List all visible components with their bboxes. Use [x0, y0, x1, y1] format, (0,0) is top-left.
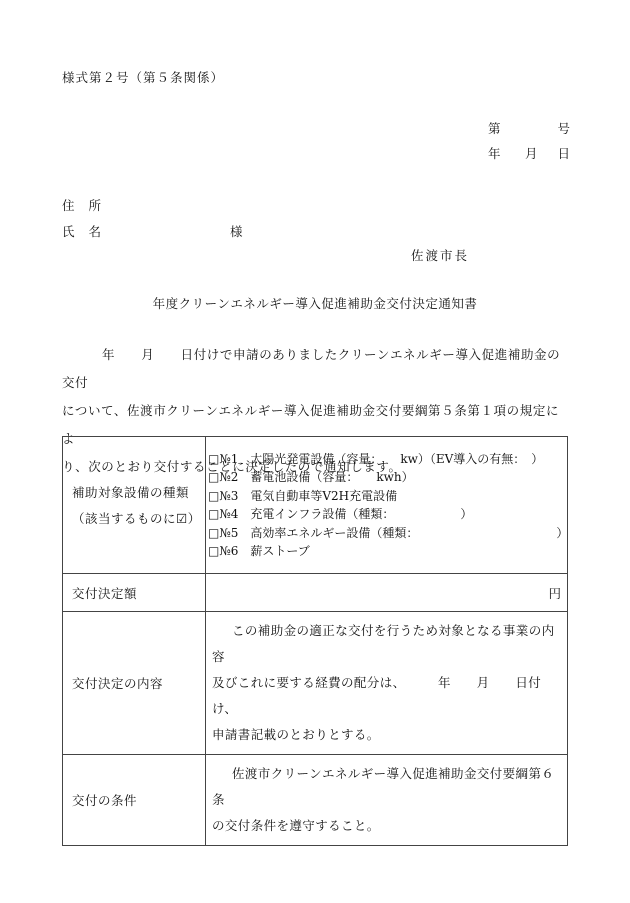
facility-option-1[interactable]: □№1 太陽光発電設備（容量： kw）（EV導入の有無： ） [208, 451, 544, 466]
facility-label: 補助対象設備の種類 [72, 485, 190, 500]
notice-line-1-text: 年 月 日付けで申請のありましたクリーンエネルギー導入促進補助金の交付 [62, 347, 561, 390]
notice-line-1 [62, 341, 568, 397]
content-line-2: 及びこれに要する経費の配分は、 年 月 日付け、 [212, 675, 542, 716]
form-id: 様式第２号（第５条関係） [62, 70, 225, 85]
conditions-text [206, 755, 568, 846]
document-number-prefix: 第 [488, 121, 501, 136]
conditions-line-2: の交付条件を遵守すること。 [212, 818, 380, 833]
facility-option-6[interactable]: □№6 薪ストーブ [208, 544, 310, 558]
content-line-1-text: この補助金の適正な交付を行うため対象となる事業の内容 [212, 623, 555, 664]
decision-table [62, 436, 568, 846]
document-number [488, 119, 570, 137]
facility-label-cell [63, 437, 206, 574]
address-label: 住所 [62, 198, 116, 213]
date-month: 月 [525, 146, 538, 161]
conditions-line-1-text: 佐渡市クリーンエネルギー導入促進補助金交付要綱第６条 [212, 766, 555, 807]
content-line-1 [212, 618, 559, 670]
issuer: 佐渡市長 [411, 248, 470, 263]
facility-option-3[interactable]: □№3 電気自動車等V2H充電設備 [208, 488, 398, 503]
facility-option-2[interactable]: □№2 蓄電池設備（容量： kwh） [208, 470, 414, 484]
content-row [63, 612, 568, 755]
honorific: 様 [230, 224, 243, 239]
date-day: 日 [557, 146, 570, 161]
amount-label: 交付決定額 [63, 574, 206, 612]
notice-line-2: について、佐渡市クリーンエネルギー導入促進補助金交付要綱第５条第１項の規定によ [62, 403, 560, 446]
content-line-3: 申請書記載のとおりとする。 [212, 727, 380, 742]
document-title: 年度クリーンエネルギー導入促進補助金交付決定通知書 [152, 296, 478, 311]
facility-label-note: （該当するものに☑） [72, 511, 201, 526]
facility-row [63, 437, 568, 574]
conditions-row [63, 755, 568, 846]
name-label: 氏名 [62, 224, 116, 239]
date-year: 年 [488, 146, 501, 161]
conditions-label: 交付の条件 [63, 755, 206, 846]
notice-line-3: り、次のとおり交付することに決定したので通知します。 [62, 459, 402, 474]
facility-option-4[interactable]: □№4 充電インフラ設備（種類： ） [208, 507, 473, 521]
content-text [206, 612, 568, 755]
content-label: 交付決定の内容 [63, 612, 206, 755]
amount-value[interactable]: 円 [206, 574, 568, 612]
facility-option-5[interactable]: □№5 高効率エネルギー設備（種類： ） [208, 525, 569, 540]
conditions-line-1 [212, 761, 559, 813]
document-number-suffix: 号 [557, 121, 570, 136]
facility-list-cell [206, 437, 568, 574]
amount-row [63, 574, 568, 612]
facility-list [206, 447, 567, 564]
